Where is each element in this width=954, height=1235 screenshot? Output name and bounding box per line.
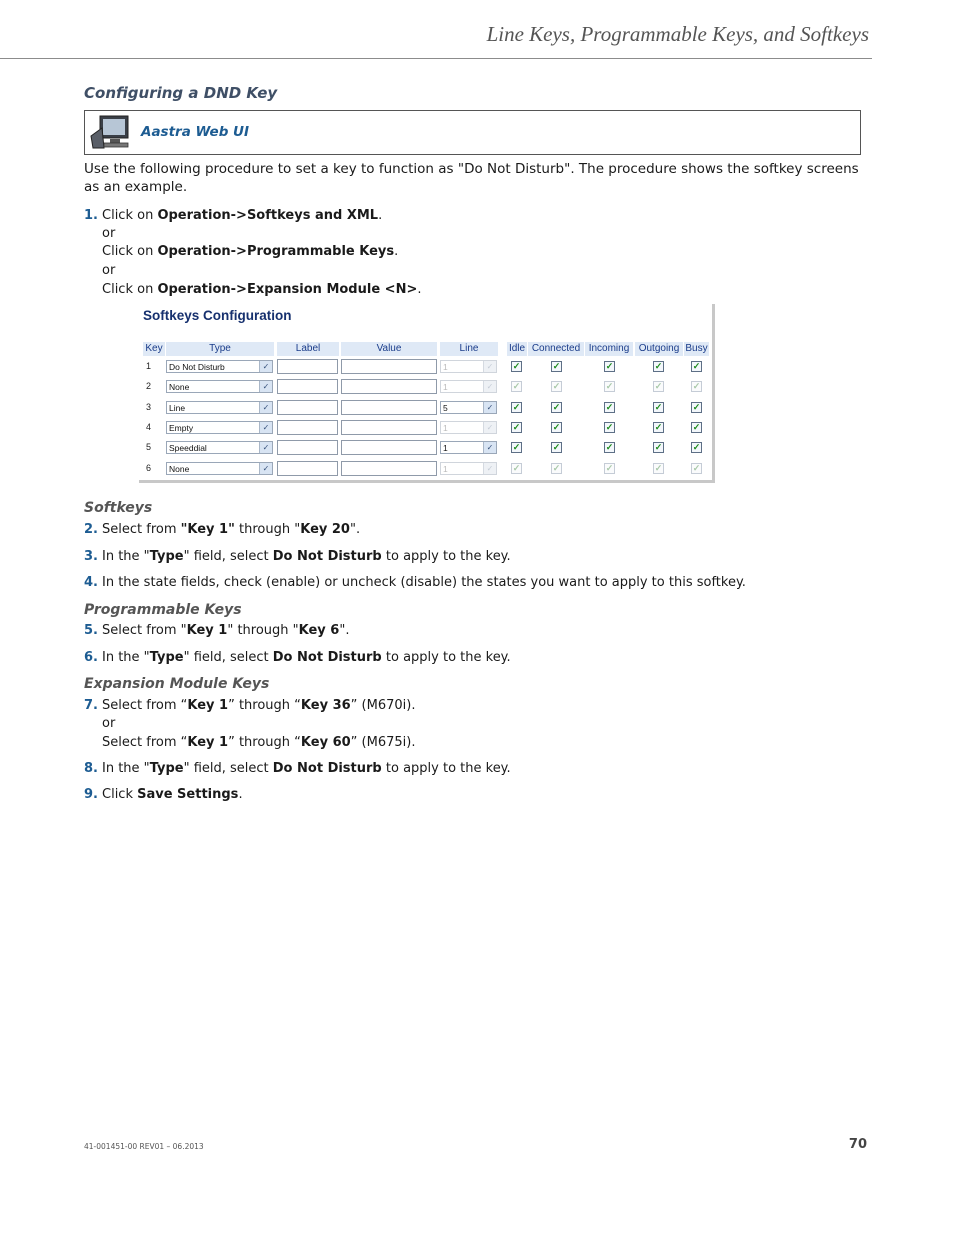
step-text: Click on bbox=[102, 244, 158, 259]
step-text: Select from bbox=[102, 522, 181, 537]
step-text: In the " bbox=[102, 549, 150, 564]
line-select bbox=[440, 380, 497, 393]
state-checkbox-incoming: ✓ bbox=[605, 462, 614, 473]
type-value: Speeddial bbox=[169, 443, 207, 454]
chevron-down-icon[interactable]: ✓ bbox=[259, 422, 272, 433]
step-text: In the state fields, check (enable) or uncheck (disable) the states you want to apply to this softkey. bbox=[102, 575, 746, 590]
column-header-label: Label bbox=[277, 342, 339, 356]
state-checkbox-incoming[interactable]: ✓ bbox=[605, 401, 614, 412]
key-name: Key 6 bbox=[298, 623, 340, 638]
step-number: 6. bbox=[84, 650, 98, 665]
step-text: " field, select bbox=[183, 761, 273, 776]
step-text: ” through “ bbox=[228, 698, 301, 713]
step-number: 9. bbox=[84, 787, 98, 802]
step-text: Select from " bbox=[102, 623, 187, 638]
column-header-key: Key bbox=[143, 342, 165, 356]
key-name: Key 36 bbox=[300, 698, 351, 713]
label-input[interactable] bbox=[277, 461, 338, 476]
key-number: 1 bbox=[146, 361, 152, 371]
line-value: 1 bbox=[443, 382, 448, 393]
chevron-down-icon: ✓ bbox=[483, 422, 496, 433]
type-value: None bbox=[169, 463, 190, 474]
state-checkbox-incoming: ✓ bbox=[605, 381, 614, 392]
line-select[interactable] bbox=[440, 441, 497, 454]
state-checkbox-connected[interactable]: ✓ bbox=[552, 442, 561, 453]
type-select[interactable] bbox=[166, 441, 273, 454]
type-value: Line bbox=[169, 402, 186, 413]
computer-monitor-icon bbox=[90, 114, 130, 154]
step-text: to apply to the key. bbox=[381, 761, 511, 776]
column-header-busy: Busy bbox=[685, 343, 708, 354]
line-select bbox=[440, 360, 497, 373]
state-checkbox-outgoing[interactable]: ✓ bbox=[654, 401, 663, 412]
or-text: or bbox=[102, 226, 116, 241]
key-number: 6 bbox=[146, 462, 152, 473]
step-text: ". bbox=[349, 522, 361, 537]
type-select[interactable] bbox=[166, 380, 273, 393]
state-checkbox-connected: ✓ bbox=[552, 462, 561, 473]
step-number: 7. bbox=[84, 698, 98, 713]
line-value: 1 bbox=[443, 362, 448, 372]
step-text: In the " bbox=[102, 761, 150, 776]
state-checkbox-idle[interactable]: ✓ bbox=[512, 442, 521, 453]
step-text: " field, select bbox=[183, 650, 273, 665]
step-text: ” (M675i). bbox=[350, 735, 416, 750]
state-checkbox-busy[interactable]: ✓ bbox=[692, 442, 701, 453]
step-text: . bbox=[238, 787, 243, 802]
step-number: 8. bbox=[84, 761, 98, 776]
key-name: "Key 1" bbox=[180, 522, 235, 537]
column-header-value: Value bbox=[341, 342, 437, 356]
menu-path: Operation->Expansion Module <N> bbox=[157, 282, 418, 297]
line-value: 1 bbox=[443, 443, 448, 454]
label-input[interactable] bbox=[277, 420, 338, 435]
step-text: ". bbox=[339, 623, 350, 638]
step-text: ” (M670i). bbox=[350, 698, 416, 713]
label-input[interactable] bbox=[277, 400, 338, 415]
value-input[interactable] bbox=[341, 420, 437, 435]
line-value: 1 bbox=[443, 422, 448, 433]
step-text: In the " bbox=[102, 650, 150, 665]
screenshot-title: Softkeys Configuration bbox=[143, 308, 292, 323]
softkeys-heading: Softkeys bbox=[84, 500, 153, 516]
chevron-down-icon[interactable]: ✓ bbox=[483, 402, 496, 413]
step-number: 3. bbox=[84, 549, 98, 564]
step-number: 1. bbox=[84, 208, 98, 223]
expansion-module-keys-heading: Expansion Module Keys bbox=[84, 676, 270, 692]
chevron-down-icon[interactable]: ✓ bbox=[259, 381, 272, 392]
menu-path: Operation->Softkeys and XML bbox=[157, 208, 379, 223]
step-number: 2. bbox=[84, 522, 98, 537]
step-text: through " bbox=[234, 522, 301, 537]
header-rule bbox=[0, 58, 872, 59]
section-title: Configuring a DND Key bbox=[84, 84, 278, 102]
value-input[interactable] bbox=[341, 359, 437, 374]
state-checkbox-incoming[interactable]: ✓ bbox=[605, 442, 614, 453]
softkeys-configuration-screenshot bbox=[139, 304, 715, 483]
state-checkbox-incoming[interactable]: ✓ bbox=[605, 361, 614, 371]
option-name: Do Not Disturb bbox=[272, 650, 382, 665]
state-checkbox-outgoing[interactable]: ✓ bbox=[654, 361, 663, 371]
step-text: Select from “ bbox=[102, 698, 188, 713]
state-checkbox-idle: ✓ bbox=[512, 462, 521, 473]
type-select[interactable] bbox=[166, 462, 273, 475]
or-text: or bbox=[102, 716, 116, 731]
key-number: 4 bbox=[146, 421, 152, 432]
value-input[interactable] bbox=[341, 379, 437, 394]
step-text: Click bbox=[102, 787, 138, 802]
line-value: 5 bbox=[443, 402, 448, 413]
key-name: Key 60 bbox=[300, 735, 351, 750]
column-header-type: Type bbox=[166, 342, 274, 356]
step-text: " field, select bbox=[183, 549, 273, 564]
step-text: . bbox=[394, 244, 399, 259]
chevron-down-icon: ✓ bbox=[483, 361, 496, 372]
state-checkbox-busy: ✓ bbox=[692, 381, 701, 392]
chevron-down-icon[interactable]: ✓ bbox=[259, 463, 272, 474]
state-checkbox-busy[interactable]: ✓ bbox=[692, 361, 701, 371]
value-input[interactable] bbox=[341, 461, 437, 476]
field-name: Type bbox=[149, 650, 184, 665]
column-header-incoming: Incoming bbox=[585, 342, 633, 356]
value-input[interactable] bbox=[341, 400, 437, 415]
state-checkbox-busy[interactable]: ✓ bbox=[692, 401, 701, 412]
running-header: Line Keys, Programmable Keys, and Softkeys bbox=[486, 22, 869, 46]
key-number: 3 bbox=[146, 401, 152, 412]
type-value: None bbox=[169, 382, 190, 393]
document-id: 41-001451-00 REV01 – 06.2013 bbox=[84, 1142, 204, 1151]
state-checkbox-busy: ✓ bbox=[692, 462, 701, 473]
column-header-idle: Idle bbox=[508, 343, 526, 354]
column-header-line: Line bbox=[440, 342, 498, 356]
line-select bbox=[440, 421, 497, 434]
chevron-down-icon: ✓ bbox=[483, 463, 496, 474]
step-number: 4. bbox=[84, 575, 98, 590]
web-ui-label: Aastra Web UI bbox=[141, 124, 250, 140]
state-checkbox-outgoing: ✓ bbox=[654, 381, 663, 392]
button-name: Save Settings bbox=[137, 787, 239, 802]
value-input[interactable] bbox=[341, 440, 437, 455]
step-text: . bbox=[378, 208, 383, 223]
column-header-connected: Connected bbox=[528, 342, 584, 356]
menu-path: Operation->Programmable Keys bbox=[157, 244, 395, 259]
step-text: ” through “ bbox=[228, 735, 301, 750]
step-text: Select from “ bbox=[102, 735, 188, 750]
state-checkbox-idle[interactable]: ✓ bbox=[512, 401, 521, 412]
label-input[interactable] bbox=[277, 359, 338, 374]
chevron-down-icon: ✓ bbox=[483, 381, 496, 392]
option-name: Do Not Disturb bbox=[272, 549, 382, 564]
label-input[interactable] bbox=[277, 379, 338, 394]
intro-paragraph: Use the following procedure to set a key to function as "Do Not Disturb". The procedure shows the softkey screens as an example. bbox=[84, 161, 859, 195]
key-name: Key 1 bbox=[187, 698, 229, 713]
option-name: Do Not Disturb bbox=[272, 761, 382, 776]
key-name: Key 1 bbox=[187, 735, 229, 750]
state-checkbox-outgoing[interactable]: ✓ bbox=[654, 442, 663, 453]
chevron-down-icon[interactable]: ✓ bbox=[259, 361, 272, 372]
step-text: to apply to the key. bbox=[381, 549, 511, 564]
key-number: 2 bbox=[146, 381, 152, 392]
type-select[interactable] bbox=[166, 360, 273, 373]
state-checkbox-idle[interactable]: ✓ bbox=[512, 421, 521, 432]
web-ui-callout bbox=[84, 110, 861, 155]
chevron-down-icon[interactable]: ✓ bbox=[259, 442, 272, 453]
or-text: or bbox=[102, 263, 116, 278]
type-value: Empty bbox=[169, 422, 194, 433]
page-number: 70 bbox=[848, 1137, 867, 1152]
state-checkbox-outgoing: ✓ bbox=[654, 462, 663, 473]
field-name: Type bbox=[149, 549, 184, 564]
state-checkbox-connected[interactable]: ✓ bbox=[552, 421, 561, 432]
chevron-down-icon[interactable]: ✓ bbox=[259, 402, 272, 413]
state-checkbox-outgoing[interactable]: ✓ bbox=[654, 421, 663, 432]
field-name: Type bbox=[149, 761, 184, 776]
step-text: to apply to the key. bbox=[381, 650, 511, 665]
state-checkbox-idle: ✓ bbox=[512, 381, 521, 392]
key-name: Key 1 bbox=[186, 623, 228, 638]
key-number: 5 bbox=[146, 442, 152, 453]
type-select[interactable] bbox=[166, 421, 273, 434]
step-text: . bbox=[417, 282, 422, 297]
state-checkbox-idle[interactable]: ✓ bbox=[512, 361, 521, 371]
state-checkbox-incoming[interactable]: ✓ bbox=[605, 421, 614, 432]
type-value: Do Not Disturb bbox=[169, 362, 225, 372]
step-text: Click on bbox=[102, 208, 158, 223]
line-select bbox=[440, 462, 497, 475]
line-select[interactable] bbox=[440, 401, 497, 414]
chevron-down-icon[interactable]: ✓ bbox=[483, 442, 496, 453]
step-text: " through " bbox=[227, 623, 299, 638]
type-select[interactable] bbox=[166, 401, 273, 414]
step-text: Click on bbox=[102, 282, 158, 297]
state-checkbox-busy[interactable]: ✓ bbox=[692, 421, 701, 432]
label-input[interactable] bbox=[277, 440, 338, 455]
step-number: 5. bbox=[84, 623, 98, 638]
state-checkbox-connected: ✓ bbox=[552, 381, 561, 392]
state-checkbox-connected[interactable]: ✓ bbox=[552, 361, 561, 371]
key-name: Key 20 bbox=[300, 522, 350, 537]
column-header-outgoing: Outgoing bbox=[635, 342, 683, 356]
programmable-keys-heading: Programmable Keys bbox=[84, 602, 242, 618]
line-value: 1 bbox=[443, 463, 448, 474]
state-checkbox-connected[interactable]: ✓ bbox=[552, 401, 561, 412]
